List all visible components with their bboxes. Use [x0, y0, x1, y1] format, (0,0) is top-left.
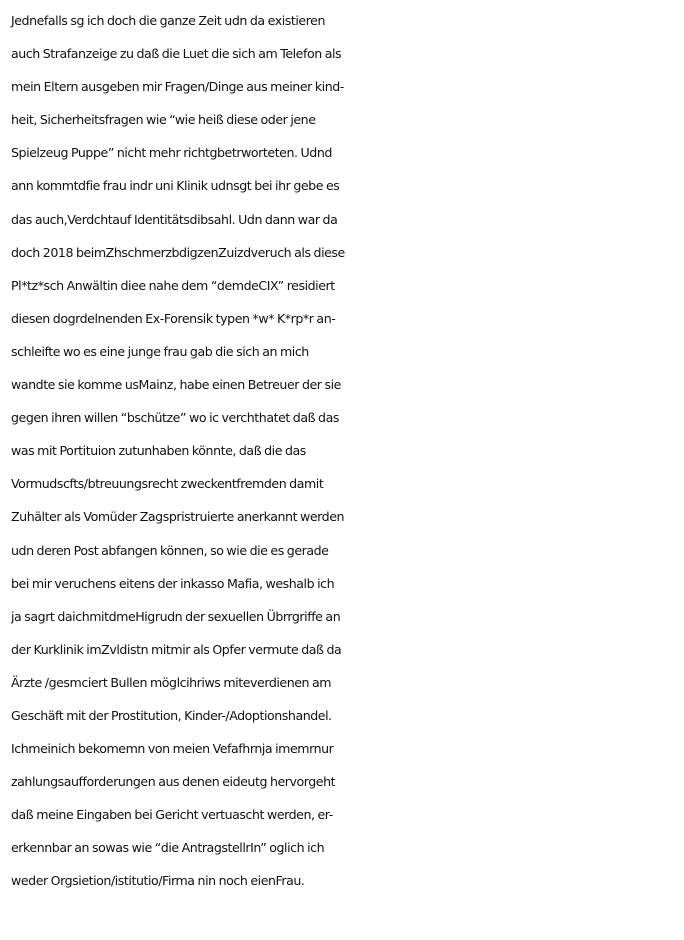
text-line: daß meine Eingaben bei Gericht vertuascht werden, er- [11, 807, 333, 823]
body-text [11, 4, 679, 898]
text-line: weder Orgsietion/istitutio/Firma nin noch eienFrau. [11, 873, 305, 889]
text-line: Geschäft mit der Prostitution, Kinder-/Adoptionshandel. [11, 707, 332, 723]
text-line: mein Eltern ausgeben mir Fragen/Dinge aus meiner kind- [11, 79, 344, 95]
text-line: heit, Sicherheitsfragen wie “wie heiß diese oder jene [11, 112, 316, 128]
text-line: schleifte wo es eine junge frau gab die sich an mich [11, 343, 309, 359]
text-line: diesen dogrdelnenden Ex-Forensik typen *w* K*rp*r an- [11, 310, 336, 326]
text-line: ja sagrt daichmitdmeHigrudn der sexuellen Übrrgriffe an [11, 608, 341, 624]
text-line: Spielzeug Puppe” nicht mehr richtgbetrworteten. Udnd [11, 145, 332, 161]
text-line: Jednefalls sg ich doch die ganze Zeit udn da existieren [11, 13, 325, 28]
text-line: auch Strafanzeige zu daß die Luet die sich am Telefon als [11, 46, 342, 62]
text-line: Ichmeinich bekomemn von meien Vefafhrnja imemrnur [11, 741, 334, 757]
text-line: Vormudscfts/btreuungsrecht zweckentfremden damit [11, 476, 324, 492]
text-line: ann kommtdfie frau indr uni Klinik udnsgt bei ihr gebe es [11, 178, 340, 194]
text-line: erkennbar an sowas wie “die AntragstellrIn” oglich ich [11, 840, 325, 856]
text-line: bei mir veruchens eitens der inkasso Mafia, weshalb ich [11, 575, 335, 591]
text-line: was mit Portituion zutunhaben könnte, daß die das [11, 443, 306, 459]
text-line: Ärzte /gesmciert Bullen möglcihriws miteverdienen am [11, 674, 332, 690]
text-line: das auch,Verdchtauf Identitätsdibsahl. Udn dann war da [11, 211, 338, 227]
text-line: der Kurklinik imZvldistn mitmir als Opfer vermute daß da [11, 641, 342, 657]
text-line: doch 2018 beimZhschmerzbdigzenZuizdveruch als diese [11, 244, 345, 260]
text-line: gegen ihren willen “bschütze” wo ic verchthatet daß das [11, 410, 339, 426]
text-line: Zuhälter als Vomüder Zagspristruierte anerkannt werden [11, 509, 345, 525]
text-line: zahlungsaufforderungen aus denen eideutg hervorgeht [11, 774, 336, 790]
text-line: wandte sie komme usMainz, habe einen Betreuer der sie [11, 377, 341, 393]
text-line: udn deren Post abfangen können, so wie die es gerade [11, 542, 329, 558]
text-line: Pl*tz*sch Anwältin diee nahe dem “demdeCIX” residiert [11, 277, 335, 293]
